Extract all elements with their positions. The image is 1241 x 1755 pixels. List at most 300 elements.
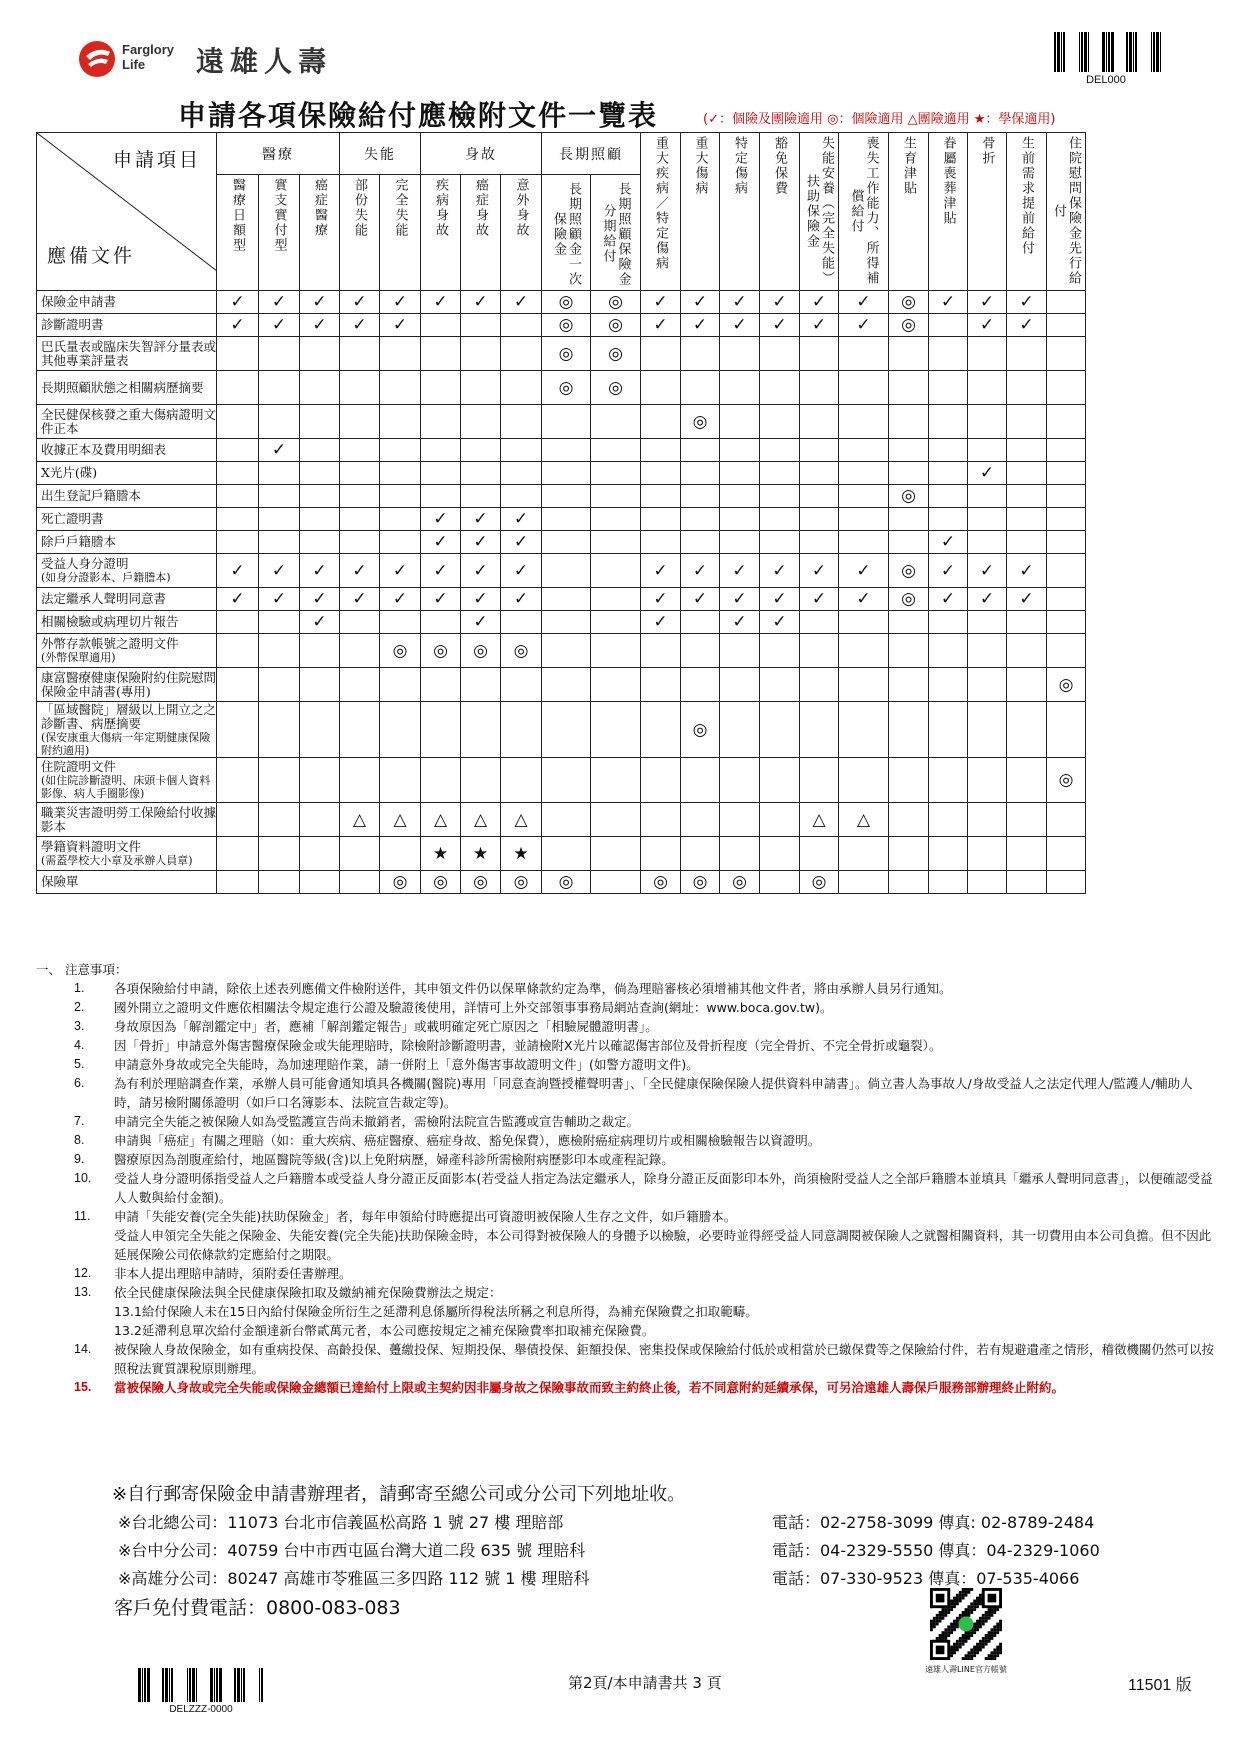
table-cell [1007,803,1047,837]
row-label [37,554,217,588]
column-header-label: 癌症身故 [473,178,488,239]
row-label-text: 保險金申請書 [41,294,117,309]
table-cell [1007,508,1047,531]
table-cell [300,758,340,803]
note-item [36,979,1216,998]
table-cell: ✓ [760,291,800,314]
table-cell: ✓ [259,554,300,588]
table-cell [720,371,760,405]
table-cell [542,531,591,554]
table-cell [889,634,929,668]
row-label-text: 出生登記戶籍謄本 [41,488,142,503]
table-row [37,371,1086,405]
table-cell [681,837,720,871]
table-cell [259,508,300,531]
note-text: 國外開立之證明文件應依相關法令規定進行公證及驗證後使用，詳情可上外交部領事事務局網站查詢(網址：www.boca.gov.tw)。 [114,1000,833,1015]
column-header [461,175,501,291]
table-cell: ✓ [929,554,968,588]
row-label [37,371,217,405]
column-header [421,175,461,291]
column-group-header: 醫療 [217,133,340,175]
table-cell [968,803,1007,837]
row-label [37,314,217,337]
table-cell: ◎ [461,871,501,894]
table-cell [968,371,1007,405]
table-cell [968,439,1007,462]
table-cell [968,337,1007,371]
table-cell [681,462,720,485]
table-cell [461,485,501,508]
table-cell [720,439,760,462]
table-cell [259,837,300,871]
column-header-label: 眷屬喪葬津貼 [940,136,956,226]
table-cell: ◎ [800,871,839,894]
table-cell: ✓ [760,611,800,634]
row-label-text: 住院證明文件 [41,759,117,774]
table-cell [217,634,259,668]
table-cell [421,314,461,337]
column-header [300,175,340,291]
table-cell [641,634,681,668]
column-header-label: 長期照顧保險金分期給付 [600,181,631,287]
table-cell: ✓ [421,588,461,611]
row-label [37,588,217,611]
note-item [36,1378,1216,1397]
table-cell: ◎ [720,871,760,894]
note-number: 3. [74,1019,85,1033]
table-cell: △ [380,803,421,837]
table-row [37,702,1086,758]
note-item [36,1074,1216,1112]
row-label-text: 死亡證明書 [41,511,104,526]
table-cell [217,803,259,837]
table-cell: ✓ [461,588,501,611]
table-cell: ◎ [889,291,929,314]
table-cell [760,668,800,702]
table-cell: ✓ [421,531,461,554]
table-cell [340,439,380,462]
table-cell [720,462,760,485]
table-cell [542,588,591,611]
note-item [36,1207,1216,1264]
table-cell [380,405,421,439]
table-cell [929,837,968,871]
table-cell [839,634,889,668]
table-cell [380,837,421,871]
row-label-text: 巴氏量表或臨床失智評分量表或其他專業評量表 [41,338,217,368]
table-cell [591,588,641,611]
table-cell [259,803,300,837]
table-cell: ✓ [461,291,501,314]
table-cell [421,758,461,803]
table-cell [340,371,380,405]
table-cell: ✓ [800,554,839,588]
table-cell [259,337,300,371]
table-cell: ✓ [839,291,889,314]
table-cell: △ [501,803,542,837]
table-cell [681,803,720,837]
table-cell [889,668,929,702]
column-group-header: 身故 [421,133,542,175]
table-cell [968,702,1007,758]
table-cell [760,634,800,668]
branch-address [112,1510,1192,1538]
table-cell: ◎ [542,371,591,405]
mailing-heading: ※自行郵寄保險金申請書辦理者，請郵寄至總公司或分公司下列地址收。 [112,1484,686,1505]
note-text: 依全民健康保險法與全民健康保險扣取及繳納補充保險費辦法之規定： [114,1285,502,1300]
column-header-label: 重大疾病／特定傷病 [653,136,668,271]
column-header-label: 骨折 [979,136,995,166]
column-header-label: 生育津貼 [901,136,916,196]
table-cell [800,531,839,554]
table-cell [1007,439,1047,462]
table-cell [929,405,968,439]
table-cell: ✓ [501,588,542,611]
table-cell: ✓ [1007,554,1047,588]
row-label [37,405,217,439]
note-item [36,1131,1216,1150]
table-cell [839,611,889,634]
row-label-text: 「區域醫院」層級以上開立之之診斷書、病歷摘要 [41,701,217,731]
version-label: 11501 版 [1128,1677,1192,1694]
table-cell: ✓ [720,611,760,634]
table-cell [889,837,929,871]
table-cell [501,611,542,634]
table-cell [542,485,591,508]
table-cell [217,758,259,803]
table-cell: ◎ [889,588,929,611]
branch-address [112,1566,1192,1594]
table-cell [217,485,259,508]
note-number: 12. [74,1266,92,1280]
table-cell [461,337,501,371]
table-cell [760,803,800,837]
table-cell [720,668,760,702]
table-cell [720,405,760,439]
table-cell: ✓ [501,291,542,314]
table-cell [929,668,968,702]
column-header [340,175,380,291]
table-cell [889,439,929,462]
table-cell [591,554,641,588]
column-header-label: 住院慰問保險金先行給付 [1051,136,1081,286]
table-cell: ✓ [839,314,889,337]
table-row [37,588,1086,611]
note-text-extra: 受益人申領完全失能之保險金、失能安養(完全失能)扶助保險金時，本公司得對被保險人的身體予以檢驗，必要時並得經受益人同意調閱被保險人之就醫相關資料，其一切費用由本公司負擔。但不因此延展保險公司依條款約定應給付之期限。 [114,1228,1212,1262]
column-header [681,133,720,291]
table-cell: ✓ [380,291,421,314]
table-cell [1047,554,1086,588]
table-cell: ✓ [641,314,681,337]
column-header [889,133,929,291]
table-cell [760,871,800,894]
table-cell [217,531,259,554]
column-header-label: 完全失能 [392,178,408,239]
table-cell [1007,871,1047,894]
table-cell [259,702,300,758]
table-cell [1047,405,1086,439]
table-cell [968,758,1007,803]
table-cell: ✓ [968,554,1007,588]
table-cell [340,485,380,508]
table-row [37,531,1086,554]
note-number: 7. [74,1114,85,1128]
column-header-label: 部份失能 [352,178,367,239]
table-cell [760,702,800,758]
table-cell [501,314,542,337]
row-label [37,531,217,554]
column-header [839,133,889,291]
table-cell [720,758,760,803]
table-cell [968,508,1007,531]
table-cell [340,531,380,554]
table-cell [929,702,968,758]
table-cell [720,508,760,531]
branch-phone-fax: 電話：02-2758-3099 傳真: 02-8789-2484 [772,1513,1095,1532]
table-cell: ◎ [889,485,929,508]
table-cell [421,371,461,405]
table-cell [542,554,591,588]
table-cell [929,314,968,337]
table-cell [681,508,720,531]
table-cell: ★ [501,837,542,871]
table-cell [1007,668,1047,702]
table-cell [340,337,380,371]
table-cell [929,871,968,894]
logo-text-en-1: Farglory [122,42,175,57]
table-cell: ✓ [217,554,259,588]
note-text: 被保險人身故保險金，如有重病投保、高齡投保、躉繳投保、短期投保、舉債投保、鉅額投保、密集投保或保險給付低於或相當於已繳保費等之保險給付件，若有規避遺產之情形，稽徵機關仍然可以按照稅法實質課稅原則辦理。 [114,1342,1215,1376]
table-cell [501,462,542,485]
column-header-label: 實支實付型 [271,178,287,254]
column-header-label: 意外身故 [513,178,529,239]
table-cell [800,462,839,485]
table-cell [217,439,259,462]
table-cell [720,837,760,871]
table-cell [889,758,929,803]
table-cell [800,405,839,439]
table-cell [300,508,340,531]
table-cell [501,405,542,439]
table-cell [800,439,839,462]
note-item [36,1036,1216,1055]
table-cell: ✓ [461,554,501,588]
row-label-text: 受益人身分證明 [41,556,129,571]
table-cell: ✓ [839,588,889,611]
table-cell [800,668,839,702]
row-label-note: (保安康重大傷病一年定期健康保險附約適用) [41,730,211,757]
table-cell [542,634,591,668]
barcode-icon [136,1668,266,1702]
row-label [37,758,217,803]
notes-heading: 一、 注意事項： [36,962,128,977]
table-cell: ✓ [217,588,259,611]
table-cell: ✓ [800,588,839,611]
table-cell: ◎ [889,314,929,337]
table-cell [380,439,421,462]
table-cell: ✓ [421,291,461,314]
table-cell [800,337,839,371]
table-cell [641,371,681,405]
row-label [37,291,217,314]
table-cell [681,337,720,371]
table-cell [591,462,641,485]
table-cell [340,405,380,439]
table-row [37,485,1086,508]
table-cell [839,837,889,871]
table-cell [1047,871,1086,894]
table-cell [720,485,760,508]
column-header [929,133,968,291]
table-cell [591,508,641,531]
branch-address-text: ※高雄分公司：80247 高雄市苓雅區三多四路 112 號 1 樓 理賠科 [118,1569,590,1588]
table-cell: ✓ [641,554,681,588]
table-cell [800,611,839,634]
table-cell [681,634,720,668]
table-cell [1047,291,1086,314]
table-cell: ✓ [929,291,968,314]
table-cell [968,871,1007,894]
table-cell [929,611,968,634]
table-cell [681,611,720,634]
mailing-address-section [112,1480,1192,1594]
table-cell: ✓ [300,611,340,634]
table-cell [380,668,421,702]
table-cell [889,871,929,894]
table-cell [340,508,380,531]
note-number: 4. [74,1038,85,1052]
table-cell [641,758,681,803]
table-cell: ◎ [681,871,720,894]
table-cell [340,668,380,702]
table-cell [217,462,259,485]
table-cell [340,462,380,485]
table-cell [1047,803,1086,837]
table-cell [641,803,681,837]
table-row [37,337,1086,371]
table-cell [641,439,681,462]
table-cell [591,611,641,634]
table-cell [839,702,889,758]
table-cell: ✓ [259,588,300,611]
table-cell [421,668,461,702]
table-cell [681,758,720,803]
table-cell [929,803,968,837]
column-header [800,133,839,291]
table-cell [641,405,681,439]
table-cell: ✓ [380,588,421,611]
note-number: 6. [74,1076,85,1090]
table-row [37,803,1086,837]
table-cell: ◎ [380,634,421,668]
table-cell [340,758,380,803]
table-cell [217,508,259,531]
table-cell [1007,611,1047,634]
table-cell [300,531,340,554]
table-row [37,554,1086,588]
table-cell: ★ [461,837,501,871]
table-cell [889,803,929,837]
table-cell [1047,508,1086,531]
note-item [36,1017,1216,1036]
table-cell: ◎ [461,634,501,668]
branch-address-text: ※台中分公司：40759 台中市西屯區台灣大道二段 635 號 理賠科 [118,1541,586,1560]
table-cell: ✓ [461,531,501,554]
table-cell [889,508,929,531]
table-cell [720,702,760,758]
table-cell [461,439,501,462]
row-label-note: (需蓋學校大小章及承辦人員章) [41,854,193,867]
note-number: 13. [74,1285,92,1299]
table-cell [839,871,889,894]
logo-text-en-2: Life [122,57,146,72]
table-cell: ✓ [421,554,461,588]
table-cell [760,405,800,439]
table-cell [542,439,591,462]
table-cell [300,439,340,462]
table-cell: ✓ [340,554,380,588]
table-cell [720,337,760,371]
table-cell [300,405,340,439]
table-cell [259,758,300,803]
qr-code-icon[interactable] [930,1588,1002,1660]
table-cell [839,508,889,531]
table-cell [968,405,1007,439]
table-cell [340,611,380,634]
table-cell: ◎ [542,871,591,894]
table-cell [760,439,800,462]
table-cell [421,485,461,508]
table-cell [760,371,800,405]
column-header [380,175,421,291]
table-cell [889,611,929,634]
table-cell: ◎ [641,871,681,894]
table-cell [1007,462,1047,485]
column-header [968,133,1007,291]
table-cell [591,702,641,758]
row-label [37,337,217,371]
row-label-text: 學籍資料證明文件 [41,839,142,854]
table-cell [542,837,591,871]
column-header [542,175,591,291]
table-cell [380,531,421,554]
note-text: 當被保險人身故或完全失能或保險金總額已達給付上限或主契約因非屬身故之保險事故而致主約終止後，若不同意附約延續承保，可另洽遠雄人壽保戶服務部辦理終止附約。 [114,1380,1065,1395]
branch-phone-fax: 電話：07-330-9523 傳真：07-535-4066 [772,1569,1080,1588]
note-text: 醫療原因為剖腹產給付，地區醫院等級(含)以上免附病歷，婦產科診所需檢附病歷影印本或產程記錄。 [114,1152,674,1167]
table-cell [681,485,720,508]
table-cell: ◎ [501,634,542,668]
note-text: 為有利於理賠調查作業，承辦人員可能會通知填具各機關(醫院)專用「同意查詢暨授權聲明書」、「全民健康保險保險人提供資料申請書」。倘立書人為事故人/身故受益人之法定代理人/監護人/輔助人時，請另檢附關係證明（如戶口名簿影本、法院宣告裁定等)。 [114,1076,1193,1110]
row-label-text: 收據正本及費用明細表 [41,442,167,457]
table-cell [760,485,800,508]
table-cell [641,485,681,508]
table-cell [1047,462,1086,485]
table-cell [461,702,501,758]
table-row [37,871,1086,894]
note-item [36,1112,1216,1131]
table-row [37,634,1086,668]
table-cell: △ [800,803,839,837]
table-cell: ◎ [681,405,720,439]
table-cell: ✓ [641,291,681,314]
table-cell [380,371,421,405]
column-group-header: 長期照顧 [542,133,641,175]
table-cell [800,371,839,405]
toll-free-phone: 客戶免付費電話：0800-083-083 [114,1597,401,1619]
note-text: 申請完全失能之被保險人如為受監護宣告尚未撤銷者，需檢附法院宣告監護或宣告輔助之裁定。 [114,1114,640,1129]
table-cell: ✓ [681,314,720,337]
table-cell [380,462,421,485]
